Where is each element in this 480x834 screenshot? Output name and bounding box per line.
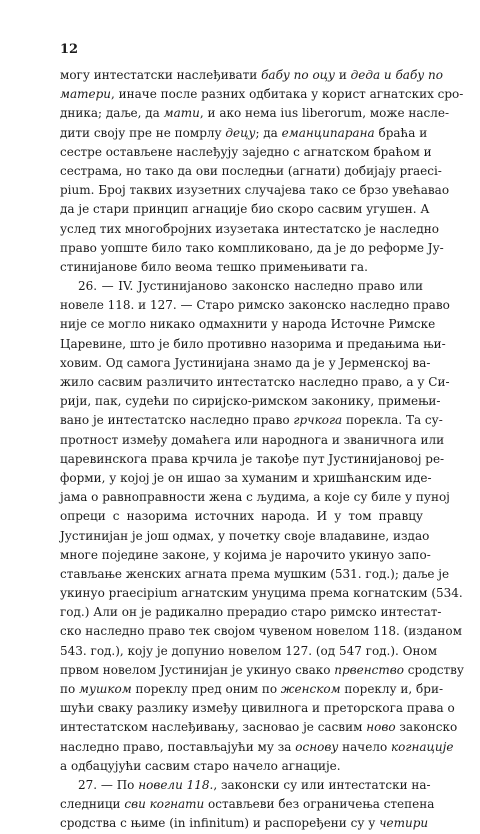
text-run: протност између домаћега или народнога и званичнога или bbox=[60, 432, 445, 447]
text-line bbox=[60, 124, 428, 143]
text-run: опреци с назорима источних народа. И у том правцу bbox=[60, 509, 423, 524]
text-line bbox=[60, 239, 444, 258]
text-line bbox=[60, 85, 464, 104]
text-line bbox=[60, 642, 438, 661]
text-line bbox=[60, 527, 430, 546]
text-run: 543. год.), коју је допунио новелом 127. (од 547 год.). Оном bbox=[60, 643, 438, 658]
text-run: сестрама, но тако да ови последњи (агнати) добијају praeci- bbox=[60, 163, 442, 178]
text-run: , и ако нема ius liberorum, може насле- bbox=[199, 106, 450, 121]
text-line bbox=[60, 66, 443, 85]
text-run: pium. Број таквих изузетних случајева тако се брзо увећавао bbox=[60, 183, 450, 198]
italic-phrase: мушком bbox=[79, 682, 132, 696]
text-line bbox=[60, 296, 450, 315]
text-line bbox=[60, 795, 435, 814]
text-line bbox=[60, 373, 450, 392]
text-run: првом новелом Јустинијан је укинуо свако bbox=[60, 662, 335, 677]
text-line bbox=[60, 565, 450, 584]
text-run: да је стари принцип агнације био скоро сасвим угушен. А bbox=[60, 202, 430, 217]
text-run: Царевине, што је било противно назорима и предањима њи- bbox=[60, 336, 446, 351]
text-line bbox=[60, 699, 455, 718]
text-line bbox=[60, 200, 430, 219]
text-run: јама о равноправности жена с људима, а које су биле у пуној bbox=[60, 490, 450, 505]
text-run: и bbox=[335, 68, 351, 82]
italic-phrase: новели 118. bbox=[138, 777, 214, 792]
text-run: стављање женских агната према мушким (531. год.); даље је bbox=[60, 566, 450, 581]
text-run: није се могло никако одмахнити у народа Источне Римске bbox=[60, 317, 436, 332]
text-run: пореклу и, бри- bbox=[340, 682, 444, 696]
text-run: сестре остављене наслеђују заједно с агнатском браћом и bbox=[60, 144, 432, 159]
text-run: многе поједине законе, у којима је нарочито укинуо запо- bbox=[60, 547, 431, 562]
text-run: 26. — IV. Јустинијаново законско наследно право или bbox=[78, 279, 423, 294]
body-text bbox=[60, 66, 464, 834]
text-run: законско bbox=[395, 720, 458, 735]
text-line bbox=[60, 220, 439, 239]
text-run: следници bbox=[60, 797, 125, 812]
text-line bbox=[60, 507, 423, 526]
text-run: , иначе после разних одбитака у корист агнатских сро- bbox=[111, 87, 464, 102]
text-run: а одбацујући сасвим старо начело агнације. bbox=[60, 758, 341, 773]
text-run: по bbox=[60, 682, 80, 696]
italic-phrase: децу bbox=[225, 125, 256, 140]
text-line bbox=[60, 603, 442, 622]
text-run: стинијанове било веома тешко примењивати га. bbox=[60, 259, 368, 274]
text-run: сродства с њиме (in infinitum) и распоређени су у bbox=[60, 816, 380, 831]
text-run: жило сасвим различито интестатско наследно право, а у Си- bbox=[60, 375, 450, 389]
italic-phrase: основу bbox=[295, 739, 339, 754]
text-line bbox=[60, 757, 423, 776]
text-line bbox=[60, 354, 431, 373]
text-run: браћа и bbox=[374, 125, 428, 140]
italic-phrase: женском bbox=[280, 682, 341, 696]
text-run: ско наследно право тек својом чувеном новелом 118. (изданом bbox=[60, 624, 462, 639]
text-line bbox=[60, 411, 443, 430]
text-run: ховим. Од самога Јустинијана знамо да је у Јерменској ва- bbox=[60, 355, 431, 370]
text-line bbox=[60, 546, 431, 565]
italic-phrase: првенство bbox=[334, 662, 404, 677]
text-run: услед тих многобројних изузетака интестатско је наследно bbox=[60, 221, 439, 236]
text-line bbox=[60, 584, 463, 603]
text-run: форми, у којој је он ишао за хуманим и хришћанским иде- bbox=[60, 470, 432, 485]
text-line bbox=[60, 335, 446, 354]
italic-phrase: деда и бабу по bbox=[350, 68, 443, 82]
text-run: могу интестатски наслеђивати bbox=[60, 68, 262, 82]
text-run: шући сваку разлику између цивилнога и преторскога права о bbox=[60, 701, 455, 716]
text-run: дити своју пре не помрлу bbox=[60, 125, 226, 140]
text-run: Јустинијан је још одмах, у почетку своје владавине, издао bbox=[60, 528, 430, 543]
text-line bbox=[60, 680, 444, 699]
italic-phrase: четири bbox=[379, 816, 429, 831]
text-run: новеле 118. и 127. — Старо римско законско наследно право bbox=[60, 298, 450, 313]
text-line bbox=[60, 143, 432, 162]
italic-phrase: мати bbox=[163, 106, 200, 121]
italic-phrase: когнације bbox=[390, 739, 454, 754]
text-line bbox=[60, 162, 442, 181]
text-line bbox=[60, 315, 436, 334]
text-run: укинуо praecipium агнатским унуцима према когнатским (534. bbox=[60, 586, 463, 601]
text-run: царевинскога права крчила је такође пут Јустинијановој ре- bbox=[60, 451, 445, 466]
italic-phrase: бабу по оцу bbox=[261, 68, 335, 82]
text-run: год.) Али он је радикално прерадио старо римско интестат- bbox=[60, 605, 442, 620]
text-run: вано је интестатско наследно право bbox=[60, 413, 294, 428]
text-line bbox=[60, 431, 445, 450]
text-line bbox=[60, 622, 462, 641]
italic-phrase: ново bbox=[366, 720, 396, 735]
italic-phrase: еманципарана bbox=[281, 125, 375, 140]
text-run: право уопште било тако компликовано, да је до реформе Ју- bbox=[60, 240, 444, 255]
text-line bbox=[60, 104, 450, 123]
text-line bbox=[60, 661, 464, 680]
text-line bbox=[60, 738, 454, 757]
text-line bbox=[60, 258, 423, 277]
text-run: остављеви без ограничења степена bbox=[204, 797, 435, 812]
text-line bbox=[60, 488, 450, 507]
text-run: начело bbox=[338, 739, 391, 754]
text-run: пореклу пред оним по bbox=[131, 682, 281, 696]
text-line bbox=[60, 814, 429, 833]
text-run: 27. — По bbox=[78, 777, 139, 792]
text-run: наследно право, постављајући му за bbox=[60, 739, 296, 754]
text-run: ; да bbox=[255, 125, 282, 140]
text-run: рији, пак, судећи по сиријско-римском законику, примењи- bbox=[60, 394, 441, 409]
text-run: интестатском наслеђивању, засновао је сасвим bbox=[60, 720, 367, 735]
text-line bbox=[60, 392, 441, 411]
text-line bbox=[60, 450, 445, 469]
text-line bbox=[60, 181, 450, 200]
italic-phrase: матери bbox=[60, 87, 111, 102]
text-line bbox=[60, 277, 423, 296]
page-number: 12 bbox=[60, 42, 79, 57]
text-run: сродству bbox=[403, 662, 464, 677]
text-line bbox=[60, 718, 458, 737]
italic-phrase: сви когнати bbox=[124, 797, 205, 812]
italic-phrase: грчкога bbox=[293, 413, 343, 428]
text-line bbox=[60, 469, 432, 488]
text-run: дника; даље, да bbox=[60, 106, 164, 121]
text-run: , законски су или интестатски на- bbox=[213, 777, 431, 792]
text-line bbox=[60, 776, 431, 795]
text-run: порекла. Та су- bbox=[342, 413, 443, 428]
